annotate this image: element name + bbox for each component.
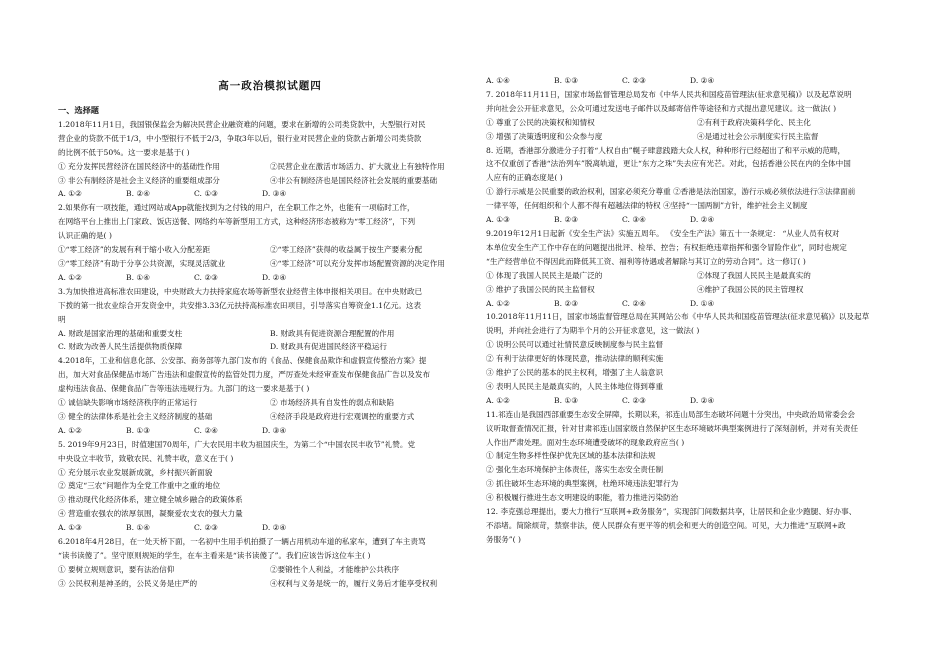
option-text: D. ②④ [262,523,287,533]
section-heading: 一、选择题 [58,105,99,115]
option-text: A. ①② [486,395,510,405]
option-text: ① 尊重了公民的决策权和知情权 [486,117,595,127]
question-line: 4.2018年，工业和信息化部、公安部、商务部等九部门发布的《食品、保健食品欺诈和虚假宣传整治方案》提 [58,356,427,366]
option-text: ④“零工经济”可以充分发挥市场配置资源的决定作用 [270,258,445,268]
option-text: C. ②④ [622,298,646,308]
option-text: D. ②④ [690,215,715,225]
option-row [58,174,482,188]
question-line: 7. 2018年11月11日，国家市场监督管理总局发布《中华人民共和国疫苗管理法(征求意见稿)》以及起草说明 [486,89,852,99]
option-text: ③ 增强了决策透明度和公众参与度 [486,131,603,141]
option-row [486,130,908,144]
option-text: ④权利与义务是统一的，履行义务后才能享受权利 [270,578,438,588]
option-text: B. 财政具有促进资源合理配置的作用 [270,328,395,338]
option-text: ① 诚信缺失影响市场经济秩序的正常运行 [58,398,198,408]
option-row [58,160,482,174]
option-text: B. ①③ [126,425,151,435]
option-text: ②“零工经济”获得的收益属于按生产要素分配 [270,245,423,255]
question-line: 8. 近期，香港部分激进分子打着“人权自由”幌子肆意践踏大众人权，种种形行已经超出了和平示威的范畴， [486,145,846,155]
question-line: 1.2018年11月1日，我国银保监会为解决民营企业融资难的问题，要求在新增的公司类贷款中，大型银行对民 [58,119,426,129]
option-row [58,521,482,535]
option-text: C. ②③ [622,76,646,85]
question-line: 议听取督查情况汇报，针对甘肃祁连山国家级自然保护区生态环境破坏典型案例进行了深刻剖析，并对有关责任 [486,423,859,433]
question-line: 一律平等，任何组织和个人都不得有超越法律的特权 ④坚持“一国两制”方针，维护社会主义制度 [486,201,808,211]
question-line: 并向社会公开征求意见，公众可通过发送电子邮件以及邮寄信件等途径和方式提出意见建议。这一做法( ) [486,103,837,113]
option-text: ① 要树立规则意识，要有法治信仰 [58,564,175,574]
option-row [58,271,482,285]
option-row [486,213,908,227]
option-text: B. ①③ [554,395,579,405]
option-text: ③ 非公有制经济是社会主义经济的重要组成部分 [58,175,220,185]
option-text: ①“零工经济”的发展有利于缩小收入分配差距 [58,245,211,255]
option-row [486,283,908,297]
question-line: ① 游行示威是公民重要的政治权利，国家必须充分尊重 ②香港是法治国家，游行示威必须依法进行③法律面前 [486,187,856,197]
question-line: ④ 积极履行推进生态文明建设的职能，着力推进污染防治 [486,493,679,503]
option-text: A. ①④ [486,76,510,85]
question-line: 11.祁连山是我国西部重要生态安全屏障，长期以来，祁连山局部生态破坏问题十分突出，中央政治局常委会会 [486,409,855,419]
question-line: ② 强化生态环境保护主体责任，落实生态安全责任制 [486,465,664,475]
option-text: ②有利于政府决策科学化、民主化 [697,117,811,127]
right-question-list [486,74,908,547]
option-text: ③ 维护了我国公民的民主监督权 [486,284,595,294]
option-text: A. ①③ [486,215,510,225]
option-row [58,410,482,424]
option-row [486,116,908,130]
question-line: 本单位安全生产工作中存在的问题提出批评、检举、控告；有权拒绝违章指挥和强令冒险作业”，同时也规定 [486,242,847,252]
question-line: 9.2019年12月1日起新《安全生产法》实施五周年。 《安全生产法》第五十一条规定： “从业人员有权对 [486,228,840,238]
question-line: 不添堵。简除烦苛，禁察非法，使人民群众有更平等的机会和更大的创造空间。可见，大力推进“互联网+政 [486,521,846,530]
question-line: 3.为加快推进高标准农田建设，中央财政大力扶持家庭农场等新型农业经营主体申报相关项目。在中央财政已 [58,286,423,296]
option-text: B. ①④ [126,272,151,282]
left-column [58,76,482,591]
question-line: 2.如果你有一项技能，通过网站或App就能找到为之付钱的用户，在全职工作之外，也能有一项临时工作， [58,203,415,213]
option-text: C. ②③ [622,395,646,405]
question-line: 这不仅重创了香港“法治列车”脱离轨道，更让“东方之珠”失去应有光芒。对此，包括香港公民在内的全体中国 [486,159,851,169]
question-line: ③ 推动现代化经济体系，建立健全城乡融合的政策体系 [58,495,243,505]
option-text: ③ 健全的法律体系是社会主义经济制度的基础 [58,411,213,421]
option-text: B. ②③ [554,215,579,225]
option-text: A. ①③ [58,523,82,533]
option-row [58,187,482,201]
question-line: 务服务”( ) [486,534,522,544]
question-line: ① 说明公民可以通过社情民意反映制度参与民主监督 [486,340,664,350]
option-text: A. ①② [486,298,510,308]
option-text: ④经济手段是政府进行宏观调控的重要方式 [270,411,415,421]
option-row [58,563,482,577]
question-line: 人作出严肃处理。面对生态环境遭受破坏的现象政府应当( ) [486,437,685,447]
option-text: ②体现了我国人民民主是最真实的 [697,270,811,280]
option-text: C. ②③ [194,523,218,533]
option-row [58,577,482,591]
option-row [486,74,908,88]
option-row [58,243,482,257]
option-text: D. 财政具有促进国民经济平稳运行 [270,342,387,352]
option-row [486,394,908,408]
question-line: 在网络平台上推出上门家政、饭店送餐、网络约车等新型用工方式，这种经济形态被称为“零工经济”，下列 [58,217,416,227]
option-text: ④是通过社会公示制度实行民主监督 [697,131,819,141]
option-row [58,396,482,410]
option-text: ① 充分发挥民营经济在国民经济中的基础性作用 [58,161,220,171]
question-line: 虚构违法食品、保健食品广告等违法违规行为。九部门的这一要求是基于( ) [58,384,310,394]
option-text: ②民营企业在激活市场活力、扩大就业上有独特作用 [270,161,445,171]
option-text: ③ 公民权利是神圣的，公民义务是庄严的 [58,578,198,588]
question-line: 中央设立丰收节，致敬农民、礼赞丰收，意义在于( ) [58,453,234,463]
question-line: ④ 营造重农强农的浓厚氛围，凝聚爱农支农的强大力量 [58,509,243,519]
option-text: ④非公有制经济也是国民经济社会发展的重要基础 [270,175,438,185]
right-column [486,74,908,547]
question-line: 下拨的第一批农业综合开发资金中，共安排3.33亿元扶持高标准农田项目，引导落实自筹资金1.1亿元。这表 [58,300,422,310]
option-text: ②要锻性个人利益，才能维护公共秩序 [270,564,400,574]
question-line: 出，加大对食品保健品市场广告违法和虚假宣传的监管处罚力度，严厉查处未经审查发布保健食品广告以及发布 [58,370,431,380]
option-row [58,257,482,271]
question-line: ③ 抓住破坏生态环境的典型案例，杜绝环境违法犯罪行为 [486,479,679,489]
question-line: 人应有的正确态度是( ) [486,173,563,183]
question-line: 明 [58,314,66,324]
question-line: “读书读傻了”。坚守原则规矩的学生，在车主看来是“读书读傻了”。我们应该告诉这位车主( ) [58,551,371,560]
question-line: ② 有利于法律更好的体现民意，推动法律的顺利实施 [486,354,664,364]
question-line: “生产经营单位不得因此而降低其工资、福利等待遇或者解除与其订立的劳动合同”。这一修订( ) [486,256,806,266]
question-line: 10.2018年11月11日，国家市场监督管理总局在其网站公布《中华人民共和国疫苗管理法(征求意见稿)》以及起草 [486,312,870,322]
option-text: B. ②③ [554,298,579,308]
option-row [486,269,908,283]
option-text: C. ②④ [194,425,218,435]
question-line: ③ 维护了公民的基本的民主权利，增强了主人翁意识 [486,368,664,378]
question-line: 6.2018年4月28日，在一处天桥下面，一名初中生用手机拍摄了一辆占用机动车道的私家车，遭到了车主责骂 [58,537,426,547]
option-text: ① 体现了我国人民民主是最广泛的 [486,270,603,280]
question-line: 5. 2019年9月23日，时值建国70周年，广大农民用丰收为祖国庆生，为第二个“中国农民丰收节”礼赞。党 [58,439,416,449]
option-text: D. ①④ [690,298,715,308]
option-text: C. 财政为改善人民生活提供物质保障 [58,342,183,352]
option-text: A. 财政是国家治理的基础和重要支柱 [58,328,183,338]
question-line: ① 制定生物多样性保护优先区域的基本法律和法规 [486,451,656,461]
question-line: ④ 表明人民民主是最真实的，人民主体地位得到尊重 [486,381,664,391]
option-row [58,340,482,354]
option-text: C. ②③ [194,272,218,282]
question-line: 认识正确的是( ) [58,231,112,241]
option-text: ③“零工经济”有助于分享公共资源，实现灵活就业 [58,258,226,268]
question-line: ① 充分展示农业发展新成就，乡村振兴新面貌 [58,467,213,477]
option-text: D. ③④ [262,425,287,435]
question-line: 12. 李克强总理提出，要大力推行“互联网+政务服务”，实现部门间数据共享，让居民和企业少跑腿、好办事、 [486,507,857,517]
question-line: 的比例不低于50%。这一要求是基于( ) [58,147,190,157]
option-text: D. ③④ [262,189,287,199]
option-text: B. ②④ [126,189,151,199]
option-text: ② 市场经济具有自发性的弱点和缺陷 [270,398,394,408]
option-text: C. ①③ [194,189,218,199]
option-text: A. ①② [58,272,82,282]
option-row [486,297,908,311]
option-text: A. ①② [58,425,82,435]
option-text: B. ①④ [126,523,151,533]
page-title: 高一政治模拟试题四 [218,80,322,92]
option-text: D. ②④ [262,272,287,282]
option-row [58,327,482,341]
option-text: D. ②④ [690,395,715,405]
question-line: ② 奠定“三农”问题作为全党工作重中之重的地位 [58,481,221,491]
question-line: 说明，并向社会进行了为期半个月的公开征求意见，这一做法( ) [486,326,700,336]
option-text: A. ①② [58,189,82,199]
question-line: 营企业的贷款不低于1/3，中小型银行不低于2/3，争取3年以后，银行业对民营企业的贷款占新增公司类贷款 [58,133,422,143]
left-question-list [58,118,482,591]
option-text: D. ②④ [690,76,715,85]
option-text: C. ③④ [622,215,646,225]
option-row [58,424,482,438]
option-text: ④维护了我国公民的民主管理权 [697,284,804,294]
option-text: B. ①③ [554,76,579,85]
